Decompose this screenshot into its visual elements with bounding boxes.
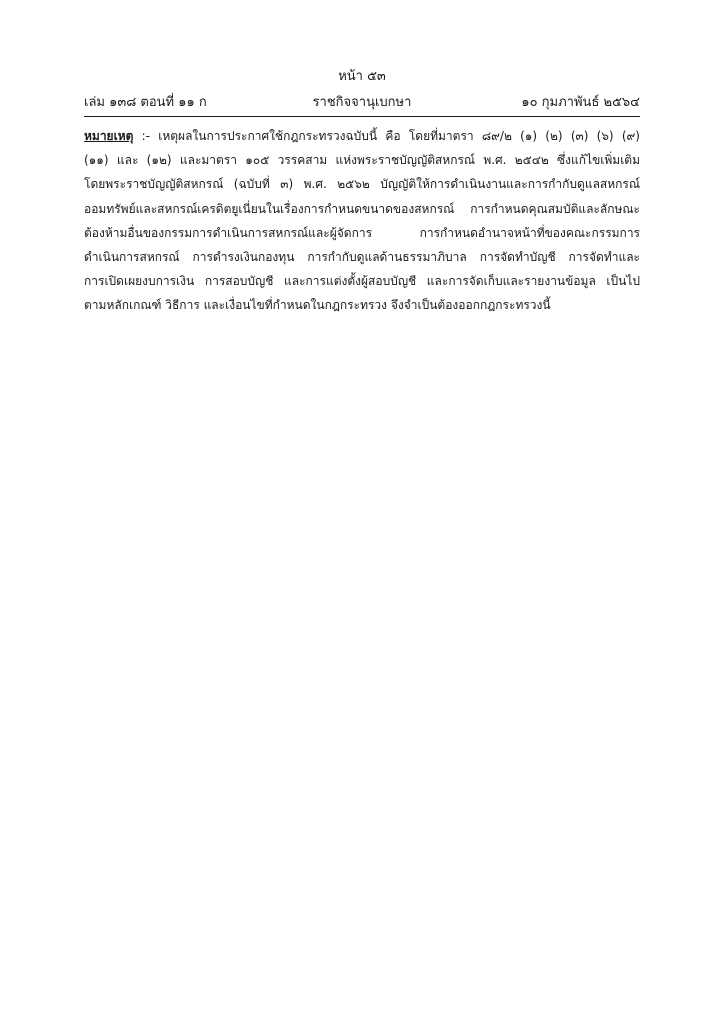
volume-issue: เล่ม ๑๓๘ ตอนที่ ๑๑ ก (84, 95, 207, 110)
note-line-5: ต้องห้ามอื่นของกรรมการดำเนินการสหกรณ์และผู้จัดการ การกำหนดอำนาจหน้าที่ของคณะกรรมการ (84, 225, 640, 240)
header-divider (84, 116, 640, 117)
note-label: หมายเหตุ (84, 129, 134, 143)
gazette-header (84, 93, 640, 113)
note-line-4: ออมทรัพย์และสหกรณ์เครดิตยูเนี่ยนในเรื่องการกำหนดขนาดของสหกรณ์ การกำหนดคุณสมบัติและลักษณะ (84, 201, 640, 216)
publication-date: ๑๐ กุมภาพันธ์ ๒๕๖๔ (521, 95, 640, 110)
publication-title: ราชกิจจานุเบกษา (312, 95, 412, 110)
note-line-3: โดยพระราชบัญญัติสหกรณ์ (ฉบับที่ ๓) พ.ศ. ๒๕๖๒ บัญญัติให้การดำเนินงานและการกำกับดูแลสหกรณ์ (84, 177, 640, 192)
page-number: หน้า ๕๓ (338, 69, 386, 84)
note-paragraph (84, 124, 640, 318)
note-line-2: (๑๑) และ (๑๒) และมาตรา ๑๐๕ วรรคสาม แห่งพระราชบัญญัติสหกรณ์ พ.ศ. ๒๕๔๒ ซึ่งแก้ไขเพิ่มเติม (84, 153, 640, 168)
note-line-1 (84, 124, 640, 148)
note-line-1-text: :- เหตุผลในการประกาศใช้กฎกระทรวงฉบับนี้ คือ โดยที่มาตรา ๘๙/๒ (๑) (๒) (๓) (๖) (๙) (141, 129, 640, 143)
note-line-8: ตามหลักเกณฑ์ วิธีการ และเงื่อนไขที่กำหนดในกฎกระทรวง จึงจำเป็นต้องออกกฎกระทรวงนี้ (84, 298, 551, 313)
note-line-6: ดำเนินการสหกรณ์ การดำรงเงินกองทุน การกำกับดูแลด้านธรรมาภิบาล การจัดทำบัญชี การจัดทำและ (84, 249, 640, 264)
note-line-7: การเปิดเผยงบการเงิน การสอบบัญชี และการแต่งตั้งผู้สอบบัญชี และการจัดเก็บและรายงานข้อมูล เป็นไป (84, 274, 640, 289)
